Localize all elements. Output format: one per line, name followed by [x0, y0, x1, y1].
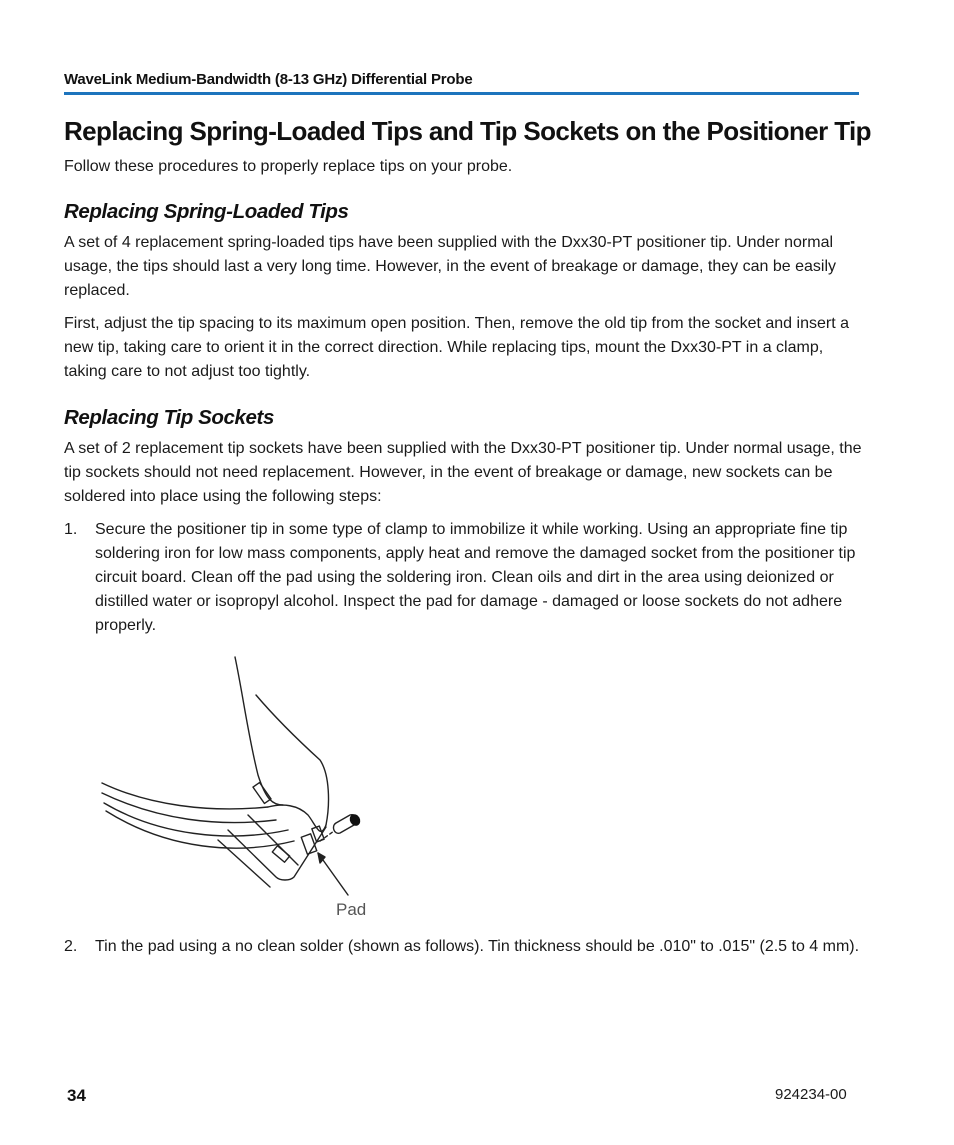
- document-number: 924234-00: [775, 1086, 847, 1103]
- step-number: 1.: [64, 521, 78, 538]
- step-2: [64, 935, 864, 985]
- spring-tips-paragraph-2: First, adjust the tip spacing to its maximum open position. Then, remove the old tip from the socket and insert a new tip, taking care to orient it in the correct direction. While replacing tips, mount the Dxx30-PT in a clamp, taking care to not adjust too tightly.: [64, 315, 849, 380]
- page-number: 34: [67, 1086, 86, 1105]
- spring-tips-heading: Replacing Spring-Loaded Tips: [64, 200, 349, 223]
- positioner-tip-figure: [98, 655, 388, 925]
- step-1: [64, 518, 864, 638]
- running-header: WaveLink Medium-Bandwidth (8-13 GHz) Differential Probe: [64, 71, 473, 88]
- positioner-tip-illustration: [98, 655, 388, 925]
- section-title: Replacing Spring-Loaded Tips and Tip Sockets on the Positioner Tip: [64, 116, 871, 146]
- tip-sockets-paragraph: A set of 2 replacement tip sockets have been supplied with the Dxx30-PT positioner tip. Under normal usage, the tip sockets should not need replacement. However, in the event of breakage or damage, new sockets can be soldered into place using the following steps:: [64, 440, 862, 505]
- section-intro: Follow these procedures to properly replace tips on your probe.: [64, 158, 513, 175]
- step-text: Tin the pad using a no clean solder (shown as follows). Tin thickness should be .010" to .015" (2.5 to 4 mm).: [95, 938, 860, 955]
- spring-tips-paragraph-1: A set of 4 replacement spring-loaded tips have been supplied with the Dxx30-PT positioner tip. Under normal usage, the tips should last a very long time. However, in the event of breakage or damage, they can be easily replaced.: [64, 234, 837, 299]
- step-number: 2.: [64, 938, 78, 955]
- step-text: Secure the positioner tip in some type of clamp to immobilize it while working. Using an appropriate fine tip soldering iron for low mass components, apply heat and remove the damaged socket from the positioner tip circuit board. Clean off the pad using the soldering iron. Clean oils and dirt in the area using deionized or distilled water or isopropyl alcohol. Inspect the pad for damage - damaged or loose sockets do not adhere properly.: [95, 521, 856, 634]
- tip-sockets-heading: Replacing Tip Sockets: [64, 406, 274, 429]
- pad-callout-label: Pad: [336, 900, 367, 919]
- header-rule: [64, 92, 859, 95]
